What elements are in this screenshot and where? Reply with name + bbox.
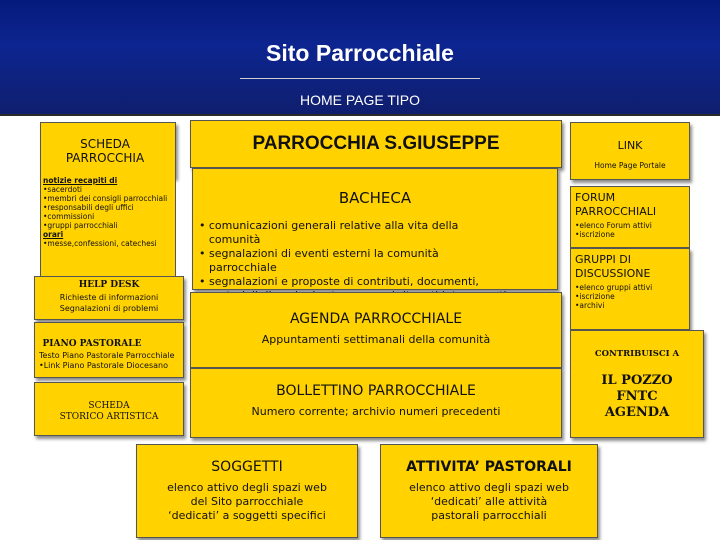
bacheca-box[interactable]: [192, 168, 558, 290]
bacheca-bullet: [199, 219, 509, 247]
pozzo-line: IL POZZO: [601, 373, 673, 388]
forum-item: •elenco Forum attivi: [575, 221, 652, 230]
bollettino-box[interactable]: [190, 368, 562, 438]
parish-name: PARROCCHIA S.GIUSEPPE: [252, 133, 500, 154]
gruppi-item: •iscrizione: [575, 292, 615, 301]
page-header: [0, 0, 720, 116]
bullet-glyph: •: [199, 247, 206, 260]
page-subtitle: HOME PAGE TIPO: [299, 92, 421, 108]
attivita-pastorali-box[interactable]: [380, 444, 598, 538]
contacts-heading: notizie recapiti di: [43, 176, 118, 185]
bollettino-title: BOLLETTINO PARROCCHIALE: [276, 383, 476, 399]
forum-box[interactable]: [570, 186, 690, 248]
bacheca-bullet-text: segnalazioni di eventi esterni la comunità parrocchiale: [208, 247, 439, 274]
bacheca-bullet-text: comunicazioni generali relative alla vita della comunità: [208, 219, 459, 246]
pozzo-line: AGENDA: [604, 405, 670, 420]
storico-line: SCHEDA: [88, 401, 130, 411]
piano-line: Testo Piano Pastorale Parrocchiale: [39, 351, 175, 360]
bacheca-bullet-text: segnalazioni e proposte di contributi, documenti,: [209, 275, 479, 288]
soggetti-title: SOGGETTI: [211, 459, 283, 475]
soggetti-box[interactable]: [136, 444, 358, 538]
forum-title: FORUM PARROCCHIALI: [575, 191, 657, 218]
storico-line: STORICO ARTISTICA: [59, 412, 159, 422]
soggetti-desc: ‘dedicati’ a soggetti specifici: [168, 509, 326, 522]
contacts-item: •gruppi parrocchiali: [43, 221, 118, 230]
attivita-desc: pastorali parrocchiali: [431, 509, 547, 522]
contribuisci-box[interactable]: [570, 330, 704, 438]
helpdesk-line: Segnalazioni di problemi: [59, 304, 159, 313]
orari-item: •messe,confessioni, catechesi: [43, 239, 157, 248]
site-title: Sito Parrocchiale: [266, 40, 454, 66]
gruppi-item: •elenco gruppi attivi: [575, 283, 653, 292]
scheda-parrocchia-box[interactable]: [40, 122, 176, 178]
agenda-box[interactable]: [190, 292, 562, 368]
attivita-desc: elenco attivo degli spazi web: [409, 481, 569, 494]
soggetti-desc: elenco attivo degli spazi web: [167, 481, 327, 494]
link-box[interactable]: [570, 122, 690, 180]
helpdesk-box[interactable]: [34, 276, 184, 320]
link-title: LINK: [617, 139, 643, 152]
attivita-desc: ‘dedicati’ alle attività: [430, 495, 548, 508]
contacts-item: •commissioni: [43, 212, 95, 221]
contacts-item: •responsabili degli uffici: [43, 203, 134, 212]
agenda-desc: Appuntamenti settimanali della comunità: [261, 333, 491, 346]
parish-name-box[interactable]: [190, 120, 562, 168]
scheda-storico-box[interactable]: [34, 382, 184, 436]
contacts-content: [43, 176, 175, 248]
link-sub: Home Page Portale: [594, 161, 666, 170]
scheda-parrocchia-title: SCHEDA PARROCCHIA: [65, 137, 145, 165]
gruppi-title: GRUPPI DI DISCUSSIONE: [575, 253, 651, 280]
title-divider: [240, 78, 480, 79]
bullet-glyph: •: [199, 275, 206, 288]
gruppi-item: •archivi: [575, 301, 605, 310]
bullet-glyph: •: [199, 219, 206, 232]
bollettino-desc: Numero corrente; archivio numeri precedenti: [251, 405, 501, 418]
contacts-item: •sacerdoti: [43, 185, 82, 194]
contribuisci-label: CONTRIBUISCI A: [594, 349, 680, 359]
forum-item: •iscrizione: [575, 230, 615, 239]
orari-heading: orari: [43, 230, 64, 239]
helpdesk-title: HELP DESK: [78, 280, 140, 290]
pozzo-line: FNTC: [616, 389, 658, 404]
contacts-item: •membri dei consigli parrocchiali: [43, 194, 168, 203]
piano-pastorale-box[interactable]: [34, 322, 184, 378]
bacheca-title: BACHECA: [338, 189, 412, 207]
agenda-title: AGENDA PARROCCHIALE: [289, 311, 463, 327]
attivita-title: ATTIVITA’ PASTORALI: [406, 459, 572, 475]
gruppi-box[interactable]: [570, 248, 690, 330]
bacheca-bullets: [199, 219, 509, 303]
soggetti-desc: del Sito parrocchiale: [190, 495, 304, 508]
piano-title: PIANO PASTORALE: [42, 339, 142, 349]
helpdesk-line: Richieste di informazioni: [59, 293, 159, 302]
bacheca-bullet: [199, 247, 509, 275]
piano-line: •Link Piano Pastorale Diocesano: [39, 361, 169, 370]
layout-canvas: [0, 116, 720, 540]
